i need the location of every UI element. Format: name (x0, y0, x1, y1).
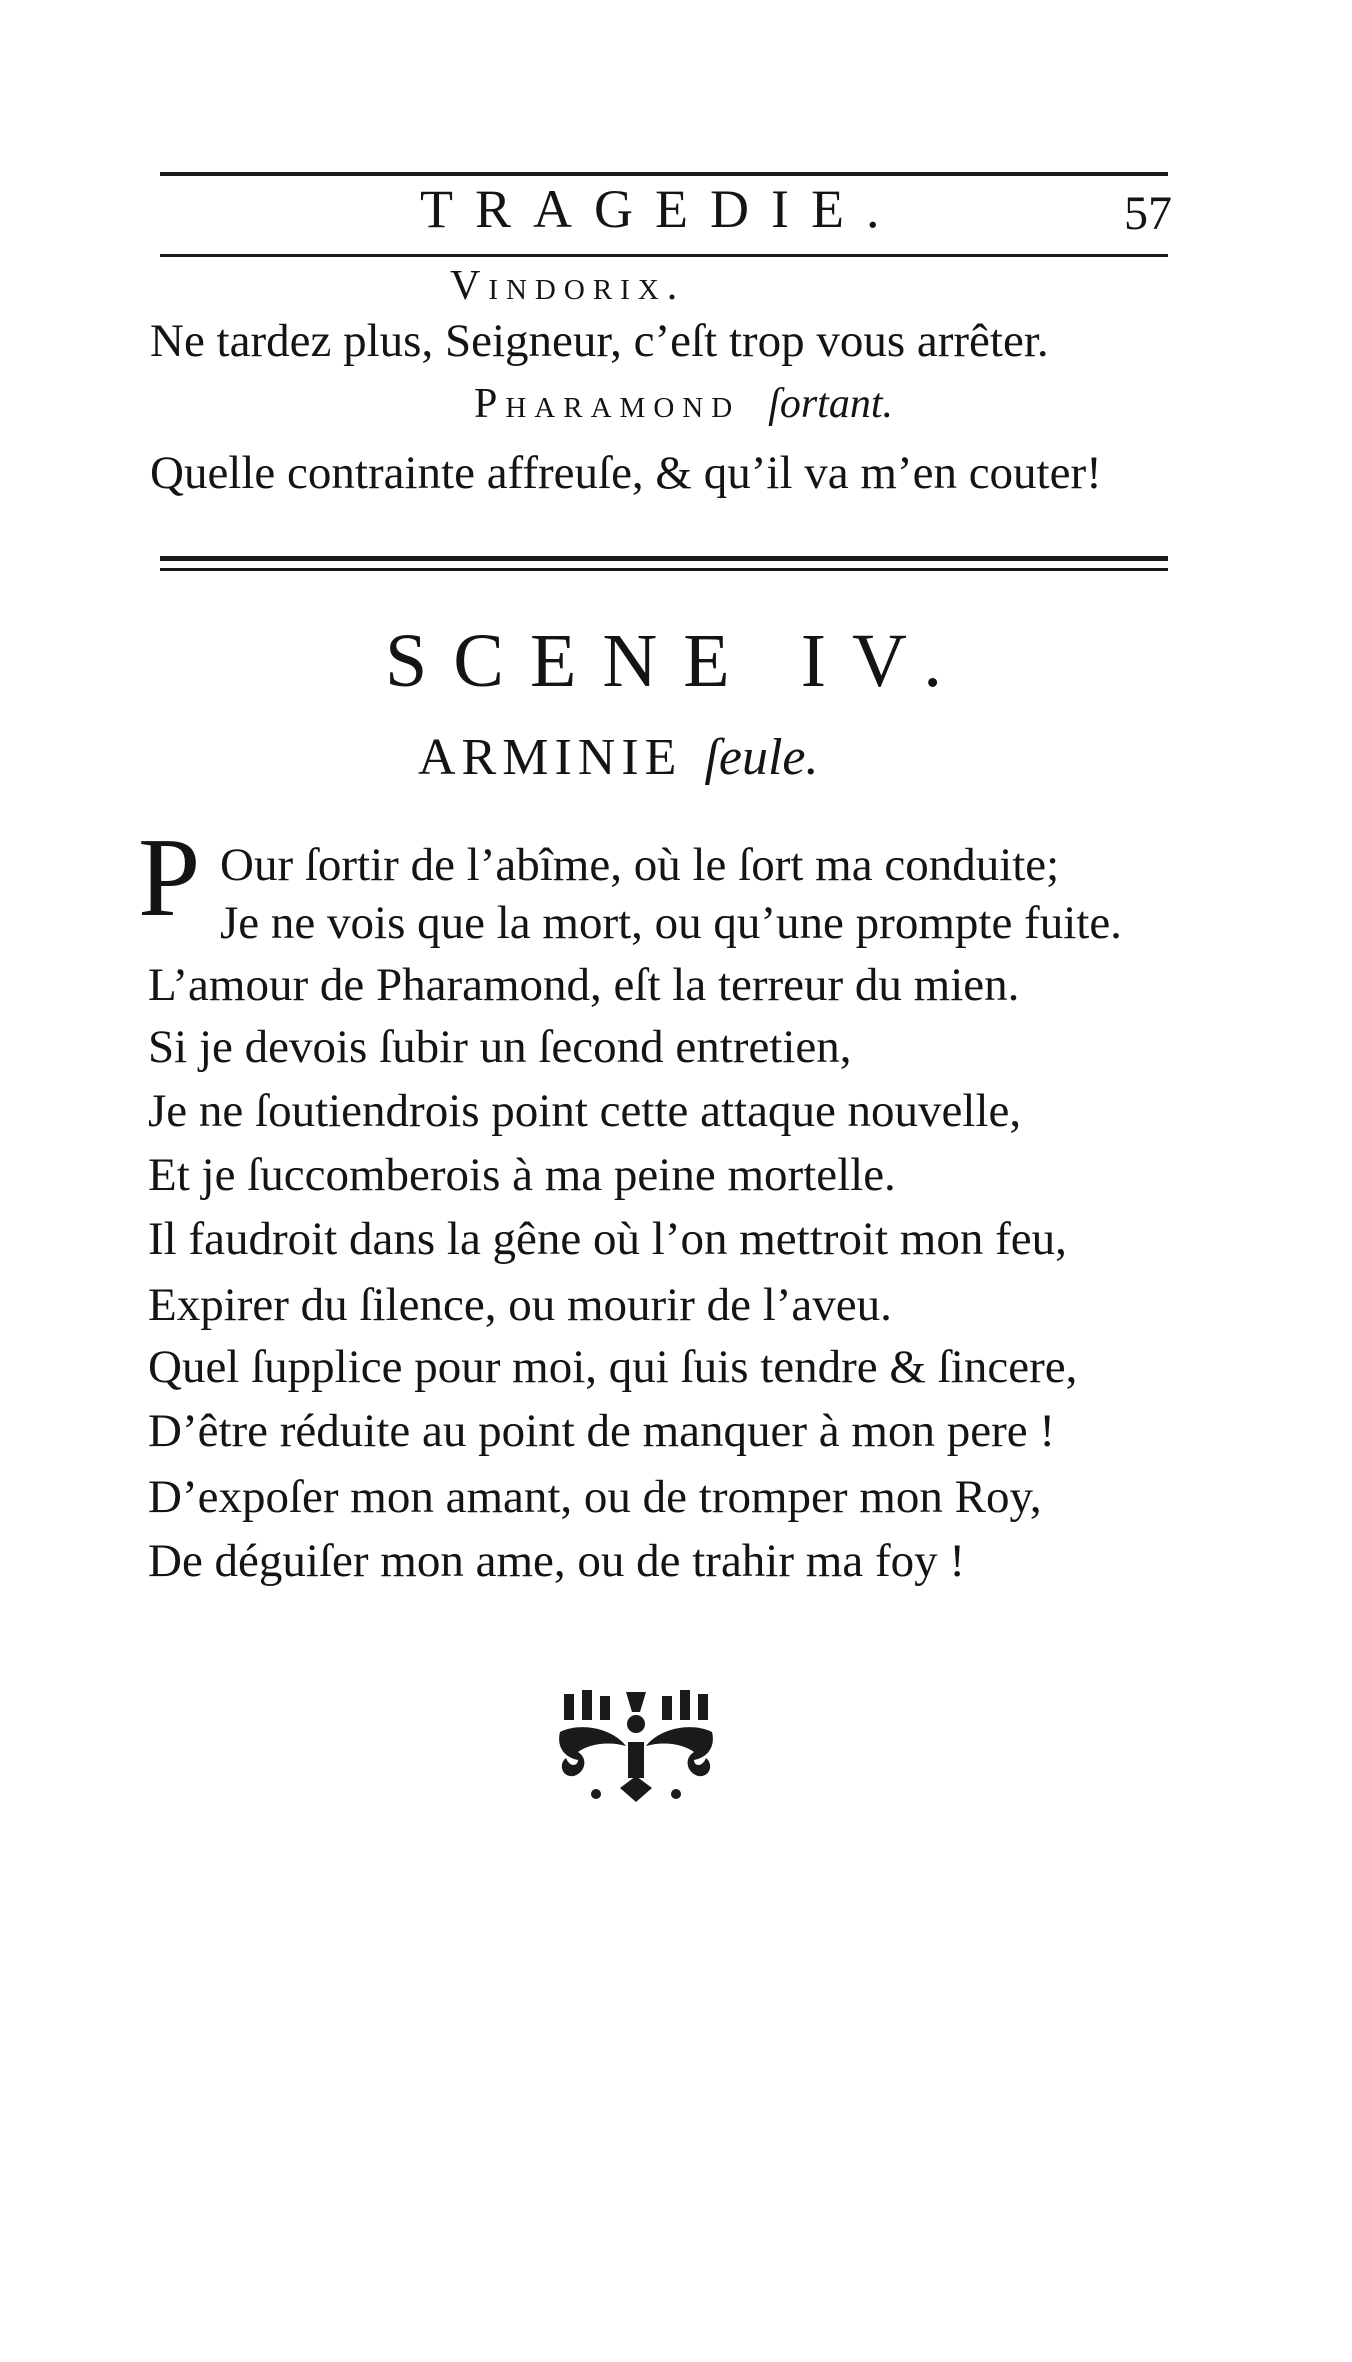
verse-line: Our ſortir de l’abîme, où le ſort ma conduite; (220, 839, 1060, 891)
drop-cap: P (138, 816, 201, 940)
verse-line: Quelle contrainte affreuſe, & qu’il va m’en couter! (150, 447, 1102, 499)
speaker-name: ARMINIE (418, 729, 683, 786)
stage-direction: ſortant. (768, 381, 894, 427)
verse-line: De déguiſer mon ame, ou de trahir ma foy ! (148, 1535, 965, 1587)
scene-divider-rule-bottom (160, 568, 1168, 571)
speaker-name: Pharamond (474, 381, 741, 427)
scene-speaker (418, 728, 818, 787)
verse-line: Si je devois ſubir un ſecond entretien, (148, 1021, 852, 1073)
scene-title: SCENE IV. (385, 619, 969, 703)
verse-line: Et je ſuccomberois à ma peine mortelle. (148, 1149, 896, 1201)
verse-line: Expirer du ſilence, ou mourir de l’aveu. (148, 1279, 892, 1331)
verse-line: D’être réduite au point de manquer à mon pere ! (148, 1405, 1055, 1457)
running-title: TRAGEDIE. (420, 179, 902, 239)
verse-line: Ne tardez plus, Seigneur, c’eſt trop vous arrêter. (150, 315, 1049, 367)
verse-line: Il faudroit dans la gêne où l’on mettroit mon feu, (148, 1213, 1067, 1265)
stage-direction: ſeule. (704, 729, 819, 786)
header-top-rule (160, 172, 1168, 176)
header-bottom-rule (160, 254, 1168, 257)
verse-line: Je ne vois que la mort, ou qu’une prompte fuite. (220, 897, 1122, 949)
scene-divider-rule-top (160, 556, 1168, 561)
verse-line: D’expoſer mon amant, ou de tromper mon Roy, (148, 1471, 1042, 1523)
verse-line: Je ne ſoutiendrois point cette attaque nouvelle, (148, 1085, 1022, 1137)
verse-line: Quel ſupplice pour moi, qui ſuis tendre & ſincere, (148, 1341, 1078, 1393)
speaker-vindorix (450, 262, 685, 310)
speaker-name: Vindorix. (450, 263, 686, 309)
fleuron-ornament-icon (556, 1688, 716, 1808)
verse-line: L’amour de Pharamond, eſt la terreur du mien. (148, 959, 1020, 1011)
page-number: 57 (1124, 187, 1172, 240)
speaker-pharamond (474, 380, 893, 428)
